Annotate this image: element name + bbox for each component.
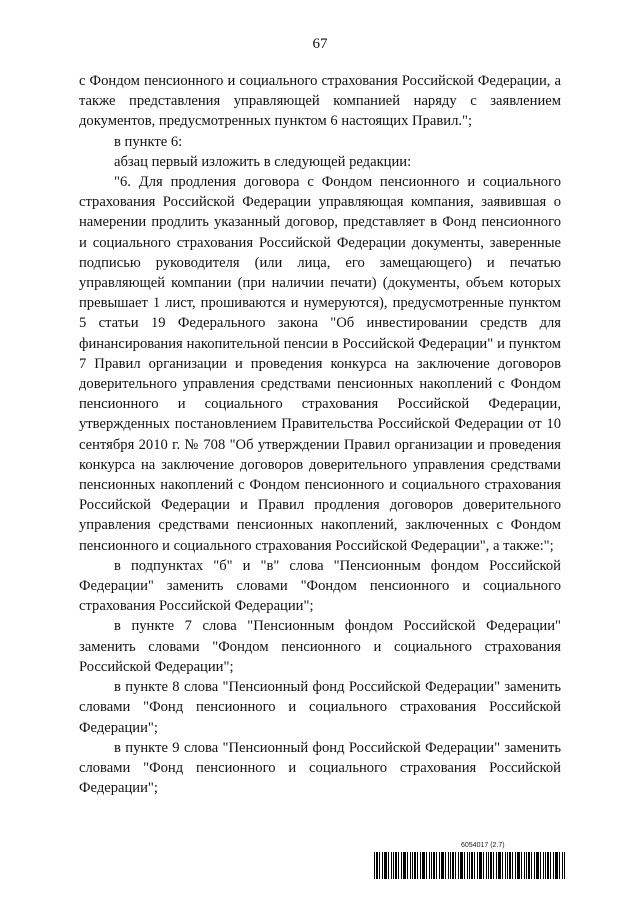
paragraph-new-text-6: "6. Для продления договора с Фондом пенсионного и социального страхования Российской Федерации управляющая компания, заявившая о намерении продлить указанный договор, представляет в Фонд пенсионного и социального страхования Российской Федерации документы, заверенные подписью руководителя (или лица, его замещающего) и печатью управляющей компании (при наличии печати) (документы, объем которых превышает 1 лист, прошиваются и нумеруются), предусмотренные пунктом 5 статьи 19 Федерального закона "Об инвестировании средств для финансирования накопительной пенсии в Российской Федерации" и пунктом 7 Правил организации и проведения конкурса на заключение договоров доверительного управления средствами пенсионных накоплений с Фондом пенсионного и социального страхования Российской Федерации, утвержденных постановлением Правительства Российской Федерации от 10 сентября 2010 г. № 708 "Об утверждении Правил организации и проведения конкурса на заключение договоров доверительного управления средствами пенсионных накоплений с Фондом пенсионного и социального страхования Российской Федерации и Правил продления договоров доверительного управления средствами пенсионных накоплений, заключенных с Фондом пенсионного и социального страхования Российской Федерации", а также:";: [79, 174, 561, 554]
paragraph-continuation: с Фондом пенсионного и социального страхования Российской Федерации, а также представления управляющей компанией наряду с заявлением документов, предусмотренных пунктом 6 настоящих Правил.";: [79, 73, 561, 130]
page-number: 67: [312, 36, 328, 52]
document-body: [79, 71, 561, 798]
barcode-image: [374, 852, 566, 879]
barcode-block: [374, 842, 566, 882]
barcode-code: 6054017 (2.7): [461, 842, 505, 849]
paragraph-item-9: в пункте 9 слова "Пенсионный фонд Российской Федерации" заменить словами "Фонд пенсионного и социального страхования Российской Федерации";: [79, 739, 561, 797]
paragraph-item-6: в пункте 6:: [114, 133, 183, 150]
paragraph-first-abzac: абзац первый изложить в следующей редакции:: [114, 153, 412, 170]
paragraph-item-8: в пункте 8 слова "Пенсионный фонд Российской Федерации" заменить словами "Фонд пенсионного и социального страхования Российской Федерации";: [79, 679, 561, 736]
paragraph-subitems-b-v: в подпунктах "б" и "в" слова "Пенсионным фондом Российской Федерации" заменить словами "Фондом пенсионного и социального страхования Российской Федерации";: [79, 557, 561, 615]
paragraph-item-7: в пункте 7 слова "Пенсионным фондом Российской Федерации" заменить словами "Фондом пенсионного и социального страхования Российской Федерации";: [79, 618, 561, 675]
